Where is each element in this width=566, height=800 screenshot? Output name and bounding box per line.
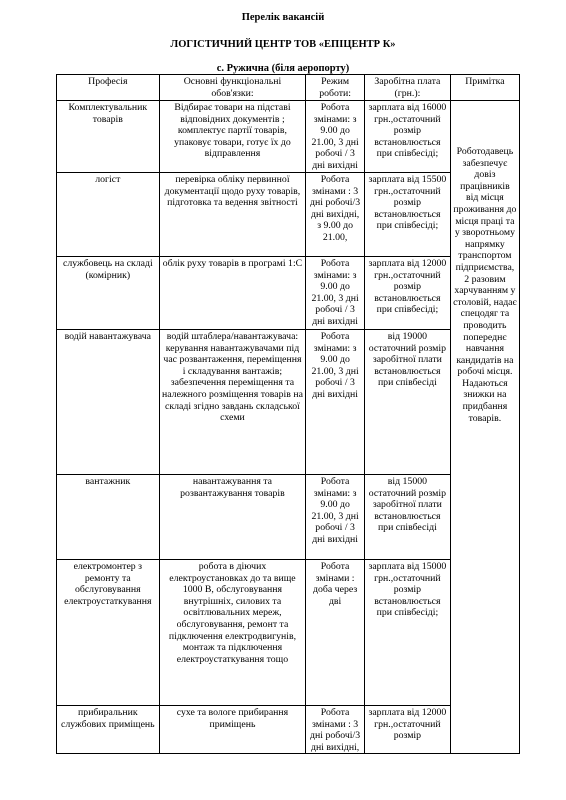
column-header-functions: Основні функціональні обов'язки: xyxy=(159,75,306,101)
cell-schedule: Робота змінами: з 9.00 до 21.00, 3 дні робочі / 3 дні вихідні xyxy=(306,475,365,560)
table-row xyxy=(57,257,520,330)
cell-profession: вантажник xyxy=(57,475,160,560)
cell-profession: прибиральник службових приміщень xyxy=(57,706,160,754)
cell-profession: Комплектувальник товарів xyxy=(57,101,160,173)
cell-profession: електромонтер з ремонту та обслуговування електроустаткування xyxy=(57,560,160,706)
cell-schedule: Робота змінами: з 9.00 до 21.00, 3 дні робочі / 3 дні вихідні xyxy=(306,101,365,173)
cell-functions: сухе та вологе прибирання приміщень xyxy=(159,706,306,754)
cell-schedule: Робота змінами : доба через дві xyxy=(306,560,365,706)
cell-schedule: Робота змінами : 3 дні робочі/3 дні вихідні, з 9.00 до 21.00, xyxy=(306,173,365,257)
cell-functions: облік руху товарів в програмі 1:С xyxy=(159,257,306,330)
table-row xyxy=(57,706,520,754)
table-header-row xyxy=(57,75,520,101)
vacancies-table xyxy=(56,74,520,754)
cell-salary: від 19000 остаточний розмір заробітної плати встановлюється при співбесіді xyxy=(364,330,450,475)
company-name: ЛОГІСТИЧНИЙ ЦЕНТР ТОВ «ЕПІЦЕНТР К» xyxy=(170,39,396,50)
table-row xyxy=(57,475,520,560)
cell-note: Роботодавець забезпечує довіз працівників від місця проживання до місця праці та у зворотньому напрямку транспортом підприємства, 2 разовим харчуванням у столовій, надає спецодяг та проводить попереднє навчання кандидатів на робочі місця. Надаються знижки на придбання товарів. xyxy=(450,101,519,754)
table-row xyxy=(57,330,520,475)
cell-schedule: Робота змінами: з 9.00 до 21.00, 3 дні робочі / 3 дні вихідні xyxy=(306,257,365,330)
cell-functions: навантажування та розвантажування товарів xyxy=(159,475,306,560)
cell-functions: водій штаблера/навантажувача: керування навантажувачами під час розвантаження, переміщення і складування вантажів; забезпечення переміщення та належного розміщення товарів на складі згідно завдань складської схеми xyxy=(159,330,306,475)
cell-profession: логіст xyxy=(57,173,160,257)
document-title: Перелік вакансій xyxy=(241,12,325,23)
cell-salary: зарплата від 15000 грн.,остаточний розмір встановлюється при співбесіді; xyxy=(364,560,450,706)
column-header-profession: Професія xyxy=(57,75,160,101)
cell-functions: перевірка обліку первинної документації щодо руху товарів, підготовка та ведення звітності xyxy=(159,173,306,257)
cell-functions: робота в діючих електроустановках до та вище 1000 В, обслуговування внутрішніх, силових та освітлювальних мереж, обслуговування, ремонт та підключення електродвигунів, монтаж та підключення електроустаткування тощо xyxy=(159,560,306,706)
table-row xyxy=(57,560,520,706)
cell-salary: зарплата від 16000 грн.,остаточний розмір встановлюється при співбесіді; xyxy=(364,101,450,173)
table-row xyxy=(57,173,520,257)
cell-salary: зарплата від 12000 грн.,остаточний розмір встановлюється при співбесіді; xyxy=(364,257,450,330)
location: с. Ружична (біля аеропорту) xyxy=(216,63,350,74)
table-row xyxy=(57,101,520,173)
column-header-salary: Заробітна плата (грн.): xyxy=(364,75,450,101)
cell-profession: службовець на складі (комірник) xyxy=(57,257,160,330)
cell-schedule: Робота змінами : 3 дні робочі/3 дні вихідні, xyxy=(306,706,365,754)
cell-salary: від 15000 остаточний розмір заробітної плати встановлюється при співбесіді xyxy=(364,475,450,560)
column-header-note: Примітка xyxy=(450,75,519,101)
cell-salary: зарплата від 15500 грн.,остаточний розмір встановлюється при співбесіді; xyxy=(364,173,450,257)
cell-profession: водій навантажувача xyxy=(57,330,160,475)
cell-salary: зарплата від 12000 грн.,остаточний розмір xyxy=(364,706,450,754)
cell-functions: Відбирає товари на підставі відповідних документів ; комплектує партії товарів, упаковує товари, готує їх до відправлення xyxy=(159,101,306,173)
cell-schedule: Робота змінами: з 9.00 до 21.00, 3 дні робочі / 3 дні вихідні xyxy=(306,330,365,475)
column-header-schedule: Режим роботи: xyxy=(306,75,365,101)
